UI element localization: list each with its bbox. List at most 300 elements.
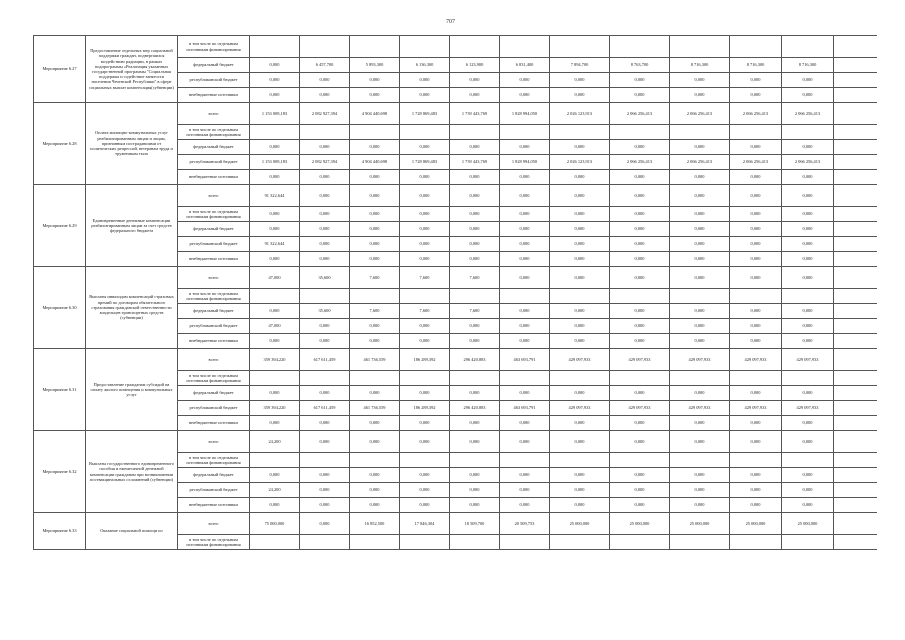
table-row xyxy=(34,36,878,58)
value-cell: 0,000 xyxy=(300,319,350,334)
value-cell: 0,000 xyxy=(610,73,670,88)
value-cell xyxy=(400,535,450,550)
value-cell: 0,000 xyxy=(670,498,730,513)
value-cell: 0,000 xyxy=(450,319,500,334)
page-number: 707 xyxy=(446,19,455,25)
value-cell: 0,000 xyxy=(450,498,500,513)
value-cell: 617 611,459 xyxy=(300,349,350,371)
value-cell xyxy=(834,88,878,103)
value-cell: 0,000 xyxy=(500,222,550,237)
value-cell: 0,000 xyxy=(400,73,450,88)
funding-source-cell: внебюджетные источники xyxy=(178,252,250,267)
value-cell xyxy=(300,371,350,386)
value-cell: 0,000 xyxy=(550,207,610,222)
value-cell xyxy=(670,535,730,550)
value-cell: 0,000 xyxy=(400,498,450,513)
value-cell: 0,000 xyxy=(730,237,782,252)
value-cell xyxy=(670,453,730,468)
value-cell: 0,000 xyxy=(782,468,834,483)
value-cell: 0,000 xyxy=(450,416,500,431)
value-cell: 0,000 xyxy=(450,140,500,155)
funding-source-cell: республиканский бюджет xyxy=(178,155,250,170)
value-cell: 2 026 123,913 xyxy=(550,103,610,125)
funding-source-cell: в том числе по отдельным источникам финансирования xyxy=(178,535,250,550)
value-cell xyxy=(730,289,782,304)
table-row xyxy=(34,513,878,535)
value-cell: 463 693,791 xyxy=(500,401,550,416)
value-cell: 0,000 xyxy=(610,431,670,453)
value-cell xyxy=(450,453,500,468)
funding-source-cell: республиканский бюджет xyxy=(178,483,250,498)
value-cell: 2 066 256,413 xyxy=(782,155,834,170)
value-cell xyxy=(550,453,610,468)
value-cell: 7,600 xyxy=(450,267,500,289)
value-cell xyxy=(782,535,834,550)
value-cell: 0,000 xyxy=(670,207,730,222)
value-cell: 0,000 xyxy=(610,498,670,513)
value-cell xyxy=(610,125,670,140)
value-cell xyxy=(550,371,610,386)
value-cell: 0,000 xyxy=(450,222,500,237)
value-cell: 0,000 xyxy=(782,237,834,252)
value-cell xyxy=(670,36,730,58)
value-cell xyxy=(834,155,878,170)
value-cell: 0,000 xyxy=(782,140,834,155)
value-cell xyxy=(250,453,300,468)
value-cell: 7,600 xyxy=(400,304,450,319)
value-cell: 0,000 xyxy=(250,468,300,483)
value-cell: 0,000 xyxy=(670,170,730,185)
value-cell: 25 000,000 xyxy=(730,513,782,535)
funding-source-cell: республиканский бюджет xyxy=(178,401,250,416)
value-cell: 461 736,559 xyxy=(350,349,400,371)
value-cell: 0,000 xyxy=(610,88,670,103)
value-cell: 6 457,700 xyxy=(300,58,350,73)
value-cell xyxy=(834,468,878,483)
value-cell: 461 736,559 xyxy=(350,401,400,416)
value-cell: 0,000 xyxy=(350,185,400,207)
funding-source-cell: федеральный бюджет xyxy=(178,140,250,155)
value-cell: 0,000 xyxy=(250,386,300,401)
value-cell xyxy=(500,453,550,468)
value-cell xyxy=(400,36,450,58)
value-cell: 0,000 xyxy=(500,431,550,453)
value-cell: 0,000 xyxy=(400,88,450,103)
value-cell xyxy=(834,267,878,289)
value-cell: 0,000 xyxy=(730,334,782,349)
value-cell: 0,000 xyxy=(400,334,450,349)
value-cell: 0,000 xyxy=(300,170,350,185)
funding-source-cell: в том числе по отдельным источникам финансирования xyxy=(178,36,250,58)
value-cell xyxy=(350,371,400,386)
funding-source-cell: всего xyxy=(178,431,250,453)
value-cell xyxy=(610,453,670,468)
value-cell xyxy=(730,453,782,468)
measure-id-cell: Мероприятие 6.27 xyxy=(34,36,86,103)
value-cell xyxy=(350,125,400,140)
value-cell xyxy=(834,349,878,371)
value-cell: 0,000 xyxy=(500,207,550,222)
value-cell: 91 322,644 xyxy=(250,237,300,252)
value-cell xyxy=(500,371,550,386)
value-cell xyxy=(610,371,670,386)
value-cell: 4 904 440,698 xyxy=(350,155,400,170)
value-cell xyxy=(250,535,300,550)
value-cell: 0,000 xyxy=(670,319,730,334)
value-cell: 0,000 xyxy=(250,140,300,155)
value-cell xyxy=(400,453,450,468)
measure-description-cell: Выплаты государственного единовременного пособия и ежемесячной денежной компенсации гражданам при возникновении поствакцинальных осложнений (субвенции) xyxy=(86,431,178,513)
value-cell: 0,000 xyxy=(450,468,500,483)
measure-id-cell: Мероприятие 6.33 xyxy=(34,513,86,550)
value-cell: 2 066 256,413 xyxy=(670,103,730,125)
value-cell: 0,000 xyxy=(300,73,350,88)
value-cell: 2 026 123,913 xyxy=(550,155,610,170)
value-cell: 0,000 xyxy=(350,416,400,431)
value-cell: 0,000 xyxy=(730,304,782,319)
value-cell: 0,000 xyxy=(610,185,670,207)
value-cell: 18 509,700 xyxy=(450,513,500,535)
value-cell: 0,000 xyxy=(450,185,500,207)
value-cell: 0,000 xyxy=(782,88,834,103)
value-cell xyxy=(834,170,878,185)
value-cell: 0,000 xyxy=(670,304,730,319)
table-row xyxy=(34,431,878,453)
value-cell: 0,000 xyxy=(500,416,550,431)
funding-source-cell: внебюджетные источники xyxy=(178,334,250,349)
value-cell xyxy=(834,36,878,58)
funding-source-cell: всего xyxy=(178,103,250,125)
measure-id-cell: Мероприятие 6.28 xyxy=(34,103,86,185)
value-cell: 0,000 xyxy=(730,207,782,222)
value-cell: 0,000 xyxy=(400,386,450,401)
value-cell xyxy=(550,36,610,58)
value-cell: 91 322,644 xyxy=(250,185,300,207)
value-cell xyxy=(730,535,782,550)
value-cell xyxy=(450,125,500,140)
value-cell: 0,000 xyxy=(300,386,350,401)
funding-source-cell: в том числе по отдельным источникам финансирования xyxy=(178,371,250,386)
value-cell xyxy=(610,36,670,58)
value-cell: 0,000 xyxy=(670,416,730,431)
value-cell: 0,000 xyxy=(730,267,782,289)
value-cell: 0,000 xyxy=(610,222,670,237)
value-cell: 429 097,933 xyxy=(670,349,730,371)
value-cell xyxy=(670,371,730,386)
value-cell: 0,000 xyxy=(350,237,400,252)
value-cell: 0,000 xyxy=(610,386,670,401)
value-cell xyxy=(834,289,878,304)
value-cell: 0,000 xyxy=(730,386,782,401)
value-cell xyxy=(834,431,878,453)
value-cell: 0,000 xyxy=(300,498,350,513)
value-cell xyxy=(300,535,350,550)
funding-source-cell: республиканский бюджет xyxy=(178,237,250,252)
value-cell: 7 894,700 xyxy=(550,58,610,73)
funding-source-cell: всего xyxy=(178,185,250,207)
value-cell xyxy=(730,371,782,386)
value-cell: 0,000 xyxy=(350,222,400,237)
value-cell: 0,000 xyxy=(250,207,300,222)
value-cell: 0,000 xyxy=(730,170,782,185)
value-cell: 186 289,392 xyxy=(400,401,450,416)
value-cell: 0,000 xyxy=(782,267,834,289)
measure-description-cell: Выплаты инвалидам компенсаций страховых премий по договорам обязательного страхования гражданской ответственности владельцев транспортных средств (субвенции) xyxy=(86,267,178,349)
value-cell xyxy=(350,289,400,304)
value-cell: 0,000 xyxy=(450,237,500,252)
value-cell: 359 394,220 xyxy=(250,401,300,416)
table-row xyxy=(34,103,878,125)
value-cell: 0,000 xyxy=(550,267,610,289)
value-cell: 0,000 xyxy=(670,185,730,207)
value-cell: 0,000 xyxy=(670,468,730,483)
value-cell: 0,000 xyxy=(500,88,550,103)
value-cell: 0,000 xyxy=(550,140,610,155)
value-cell: 17 846,304 xyxy=(400,513,450,535)
value-cell xyxy=(782,289,834,304)
value-cell: 0,000 xyxy=(350,140,400,155)
value-cell xyxy=(670,289,730,304)
funding-source-cell: всего xyxy=(178,349,250,371)
value-cell xyxy=(500,289,550,304)
value-cell xyxy=(500,36,550,58)
value-cell xyxy=(450,535,500,550)
value-cell: 0,000 xyxy=(610,140,670,155)
value-cell: 47,000 xyxy=(250,319,300,334)
table-row xyxy=(34,349,878,371)
value-cell: 0,000 xyxy=(782,185,834,207)
value-cell: 0,000 xyxy=(550,319,610,334)
value-cell: 0,000 xyxy=(500,73,550,88)
value-cell: 0,000 xyxy=(450,207,500,222)
value-cell: 8 716,300 xyxy=(670,58,730,73)
measure-description-cell: Единовременные денежные компенсации реабилитированным лицам за счет средств федерального бюджета xyxy=(86,185,178,267)
value-cell: 0,000 xyxy=(610,483,670,498)
value-cell: 2 066 256,413 xyxy=(782,103,834,125)
value-cell: 0,000 xyxy=(400,431,450,453)
value-cell: 0,000 xyxy=(550,237,610,252)
funding-source-cell: федеральный бюджет xyxy=(178,304,250,319)
value-cell: 617 611,459 xyxy=(300,401,350,416)
measure-description-cell: Предоставление отдельных мер социальной поддержки граждан, подвергшихся воздействию радиации, в рамках подпрограммы «Реализация указанных государственной программы "Социальная поддержка и содействие занятости населения Чеченской Республики" в сфере социальных выплат компенсация(субвенции) xyxy=(86,36,178,103)
value-cell xyxy=(350,453,400,468)
funding-source-cell: всего xyxy=(178,267,250,289)
value-cell: 2 066 256,413 xyxy=(670,155,730,170)
value-cell: 0,000 xyxy=(500,267,550,289)
value-cell: 0,000 xyxy=(250,58,300,73)
value-cell xyxy=(250,125,300,140)
value-cell: 0,000 xyxy=(500,237,550,252)
value-cell: 0,000 xyxy=(250,498,300,513)
value-cell: 0,000 xyxy=(550,88,610,103)
value-cell: 0,000 xyxy=(300,222,350,237)
value-cell: 0,000 xyxy=(250,73,300,88)
value-cell: 0,000 xyxy=(730,73,782,88)
value-cell: 0,000 xyxy=(400,140,450,155)
value-cell: 0,000 xyxy=(250,416,300,431)
value-cell xyxy=(834,222,878,237)
value-cell: 0,000 xyxy=(450,170,500,185)
value-cell xyxy=(834,498,878,513)
value-cell: 0,000 xyxy=(350,252,400,267)
value-cell: 6 123,900 xyxy=(450,58,500,73)
value-cell: 0,000 xyxy=(782,222,834,237)
funding-source-cell: республиканский бюджет xyxy=(178,73,250,88)
value-cell: 0,000 xyxy=(400,468,450,483)
value-cell xyxy=(834,103,878,125)
value-cell xyxy=(834,237,878,252)
value-cell: 8 716,300 xyxy=(730,58,782,73)
value-cell: 0,000 xyxy=(550,483,610,498)
value-cell: 0,000 xyxy=(782,498,834,513)
value-cell: 0,000 xyxy=(670,267,730,289)
value-cell: 0,000 xyxy=(350,319,400,334)
value-cell: 25 000,000 xyxy=(782,513,834,535)
funding-source-cell: федеральный бюджет xyxy=(178,386,250,401)
value-cell xyxy=(610,535,670,550)
value-cell xyxy=(300,289,350,304)
value-cell: 0,000 xyxy=(350,386,400,401)
value-cell xyxy=(450,36,500,58)
value-cell: 8 716,300 xyxy=(782,58,834,73)
value-cell: 0,000 xyxy=(730,468,782,483)
value-cell: 429 097,933 xyxy=(730,349,782,371)
value-cell xyxy=(730,36,782,58)
budget-table-sheet xyxy=(33,35,877,635)
value-cell: 429 097,933 xyxy=(782,401,834,416)
value-cell: 0,000 xyxy=(610,252,670,267)
measure-description-cell: Предоставление гражданам субсидий на оплату жилого помещения и коммунальных услуг xyxy=(86,349,178,431)
value-cell: 20 509,753 xyxy=(500,513,550,535)
value-cell: 0,000 xyxy=(400,237,450,252)
value-cell: 0,000 xyxy=(730,88,782,103)
value-cell: 0,000 xyxy=(350,468,400,483)
value-cell: 0,000 xyxy=(610,207,670,222)
value-cell: 0,000 xyxy=(450,73,500,88)
value-cell: 0,000 xyxy=(550,386,610,401)
value-cell: 0,000 xyxy=(670,237,730,252)
value-cell: 2 082 927,394 xyxy=(300,155,350,170)
value-cell: 8 763,700 xyxy=(610,58,670,73)
value-cell: 0,000 xyxy=(670,483,730,498)
value-cell xyxy=(500,535,550,550)
value-cell xyxy=(834,453,878,468)
value-cell: 25 000,000 xyxy=(610,513,670,535)
value-cell xyxy=(834,304,878,319)
value-cell: 0,000 xyxy=(730,140,782,155)
value-cell: 0,000 xyxy=(782,319,834,334)
value-cell: 0,000 xyxy=(610,237,670,252)
value-cell: 0,000 xyxy=(550,431,610,453)
value-cell: 4 904 440,698 xyxy=(350,103,400,125)
value-cell xyxy=(834,416,878,431)
value-cell: 25 000,000 xyxy=(670,513,730,535)
table-body xyxy=(34,36,878,550)
value-cell: 0,000 xyxy=(782,252,834,267)
value-cell: 0,000 xyxy=(400,185,450,207)
value-cell: 429 097,933 xyxy=(550,401,610,416)
value-cell: 0,000 xyxy=(500,386,550,401)
measure-id-cell: Мероприятие 6.30 xyxy=(34,267,86,349)
value-cell: 0,000 xyxy=(610,170,670,185)
value-cell: 0,000 xyxy=(450,334,500,349)
value-cell: 0,000 xyxy=(670,73,730,88)
value-cell: 0,000 xyxy=(782,386,834,401)
value-cell: 2 066 256,413 xyxy=(610,103,670,125)
value-cell: 6 136,300 xyxy=(400,58,450,73)
value-cell: 0,000 xyxy=(730,252,782,267)
value-cell: 0,000 xyxy=(500,498,550,513)
value-cell xyxy=(500,125,550,140)
value-cell: 0,000 xyxy=(670,88,730,103)
value-cell: 0,000 xyxy=(300,237,350,252)
value-cell xyxy=(400,125,450,140)
value-cell: 0,000 xyxy=(500,170,550,185)
value-cell: 429 097,933 xyxy=(610,401,670,416)
value-cell: 0,000 xyxy=(670,140,730,155)
value-cell xyxy=(834,58,878,73)
value-cell xyxy=(550,289,610,304)
value-cell xyxy=(834,401,878,416)
value-cell xyxy=(834,371,878,386)
value-cell xyxy=(350,535,400,550)
value-cell: 24,200 xyxy=(250,483,300,498)
measure-description-cell: Оказание социальной помощи по xyxy=(86,513,178,550)
value-cell: 0,000 xyxy=(730,431,782,453)
value-cell: 0,000 xyxy=(450,88,500,103)
value-cell: 0,000 xyxy=(730,222,782,237)
value-cell: 186 289,392 xyxy=(400,349,450,371)
value-cell: 0,000 xyxy=(610,334,670,349)
value-cell: 47,000 xyxy=(250,267,300,289)
value-cell: 0,000 xyxy=(610,468,670,483)
value-cell: 0,000 xyxy=(550,222,610,237)
value-cell xyxy=(834,207,878,222)
value-cell: 0,000 xyxy=(450,483,500,498)
value-cell xyxy=(300,453,350,468)
value-cell xyxy=(550,125,610,140)
value-cell: 35,600 xyxy=(300,267,350,289)
value-cell: 75 000,000 xyxy=(250,513,300,535)
value-cell: 0,000 xyxy=(250,334,300,349)
value-cell xyxy=(250,36,300,58)
value-cell: 0,000 xyxy=(300,207,350,222)
value-cell: 0,000 xyxy=(782,334,834,349)
value-cell: 0,000 xyxy=(350,73,400,88)
value-cell: 0,000 xyxy=(670,252,730,267)
value-cell: 0,000 xyxy=(300,334,350,349)
value-cell: 0,000 xyxy=(782,431,834,453)
value-cell xyxy=(782,453,834,468)
value-cell xyxy=(670,125,730,140)
measure-id-cell: Мероприятие 6.32 xyxy=(34,431,86,513)
value-cell: 0,000 xyxy=(550,252,610,267)
value-cell: 0,000 xyxy=(400,170,450,185)
value-cell: 0,000 xyxy=(300,513,350,535)
value-cell: 0,000 xyxy=(670,334,730,349)
value-cell xyxy=(610,289,670,304)
value-cell: 0,000 xyxy=(782,483,834,498)
value-cell: 0,000 xyxy=(670,222,730,237)
value-cell: 0,000 xyxy=(500,252,550,267)
value-cell xyxy=(450,289,500,304)
funding-source-cell: внебюджетные источники xyxy=(178,88,250,103)
value-cell xyxy=(782,371,834,386)
value-cell: 0,000 xyxy=(300,140,350,155)
value-cell: 0,000 xyxy=(782,207,834,222)
value-cell: 7,600 xyxy=(350,267,400,289)
value-cell: 2 066 256,413 xyxy=(730,103,782,125)
